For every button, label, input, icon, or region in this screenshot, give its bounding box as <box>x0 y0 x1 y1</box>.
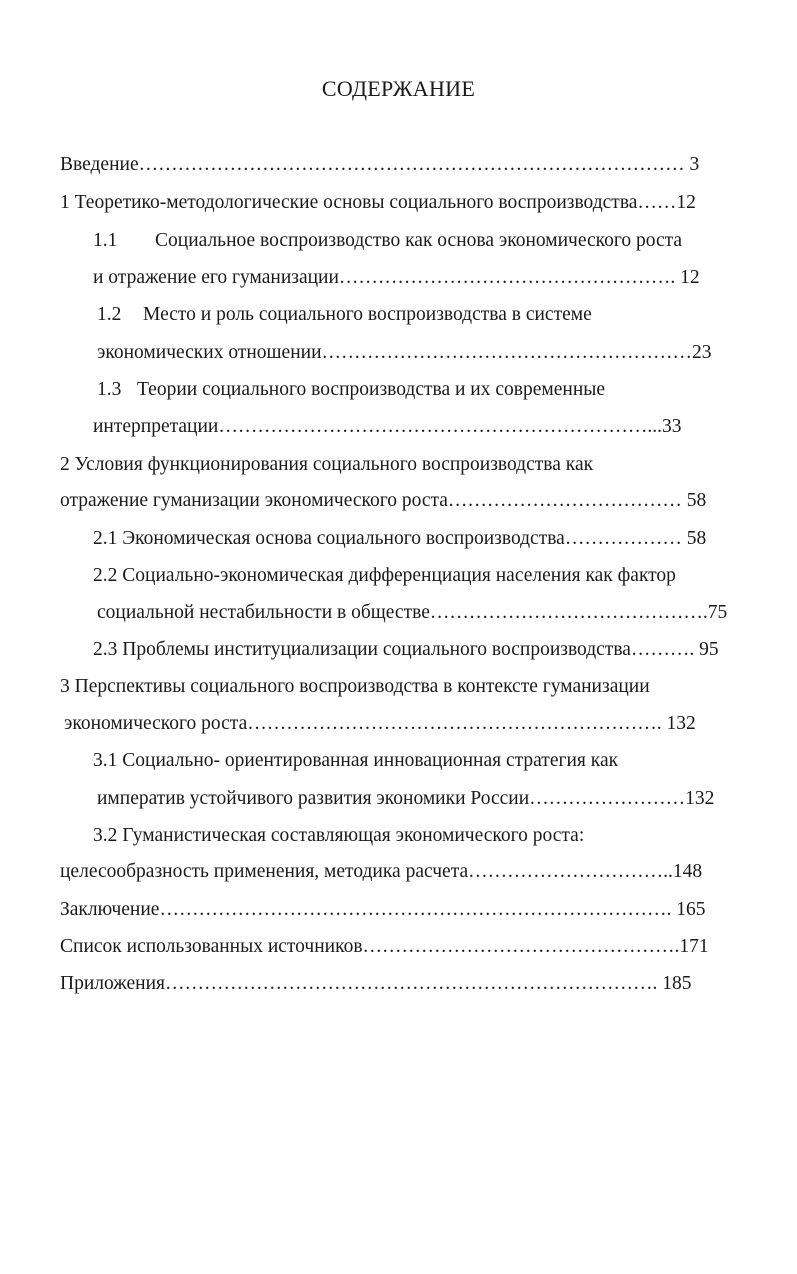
toc-entry-conclusion: Заключение……………………………………………………………………. 165 <box>60 899 706 920</box>
toc-entry-section-1-1-title <box>93 228 682 254</box>
page-title: СОДЕРЖАНИЕ <box>321 76 476 101</box>
toc-entry-section-3-2-title: 3.2 Гуманистическая составляющая экономического роста: <box>93 825 585 846</box>
section-number: 1.3 <box>97 379 122 400</box>
section-number: 1.2 <box>97 304 122 325</box>
toc-entry-section-3-1-page: императив устойчивого развития экономики России……………………132 <box>97 788 715 809</box>
toc-entry-chapter-3-title: 3 Перспективы социального воспроизводства в контексте гуманизации <box>60 676 650 697</box>
toc-entry-sources: Список использованных источников………………………………………….171 <box>60 936 709 957</box>
toc-entry-section-1-3-title <box>97 377 605 403</box>
section-title: Место и роль социального воспроизводства в системе <box>143 304 592 325</box>
toc-entry-section-2-1: 2.1 Экономическая основа социального воспроизводства……………… 58 <box>93 528 707 549</box>
toc-entry-section-1-3-page: интерпретации…………………………………………………………...33 <box>93 416 682 437</box>
toc-entry-section-1-2-page: экономических отношении…………………………………………………23 <box>97 342 712 363</box>
toc-entry-section-2-2-title: 2.2 Социально-экономическая дифференциация населения как фактор <box>93 565 676 586</box>
toc-entry-introduction: Введение………………………………………………………………………… 3 <box>60 154 700 175</box>
section-title: Социальное воспроизводство как основа экономического роста <box>155 230 683 251</box>
section-title: Теории социального воспроизводства и их современные <box>137 379 606 400</box>
toc-entry-section-1-1-page: и отражение его гуманизации……………………………………………. 12 <box>93 267 700 288</box>
toc-entry-chapter-2-title: 2 Условия функционирования социального воспроизводства как <box>60 454 594 475</box>
toc-entry-appendix: Приложения…………………………………………………………………. 185 <box>60 973 692 994</box>
toc-entry-section-2-2-page: социальной нестабильности в обществе…………………………………….75 <box>97 602 728 623</box>
section-number: 1.1 <box>93 230 118 251</box>
toc-entry-chapter-1: 1 Теоретико-методологические основы социального воспроизводства……12 <box>60 192 696 213</box>
toc-entry-section-2-3: 2.3 Проблемы институциализации социального воспроизводства………. 95 <box>93 639 719 660</box>
toc-entry-section-1-2-title <box>97 302 592 328</box>
toc-entry-chapter-3-page: экономического роста………………………………………………………. 132 <box>64 713 696 734</box>
toc-entry-chapter-2-page: отражение гуманизации экономического роста……………………………… 58 <box>60 490 707 511</box>
toc-entry-section-3-1-title: 3.1 Социально- ориентированная инновационная стратегия как <box>93 750 619 771</box>
toc-entry-section-3-2-page: целесообразность применения, методика расчета…………………………..148 <box>60 861 703 882</box>
